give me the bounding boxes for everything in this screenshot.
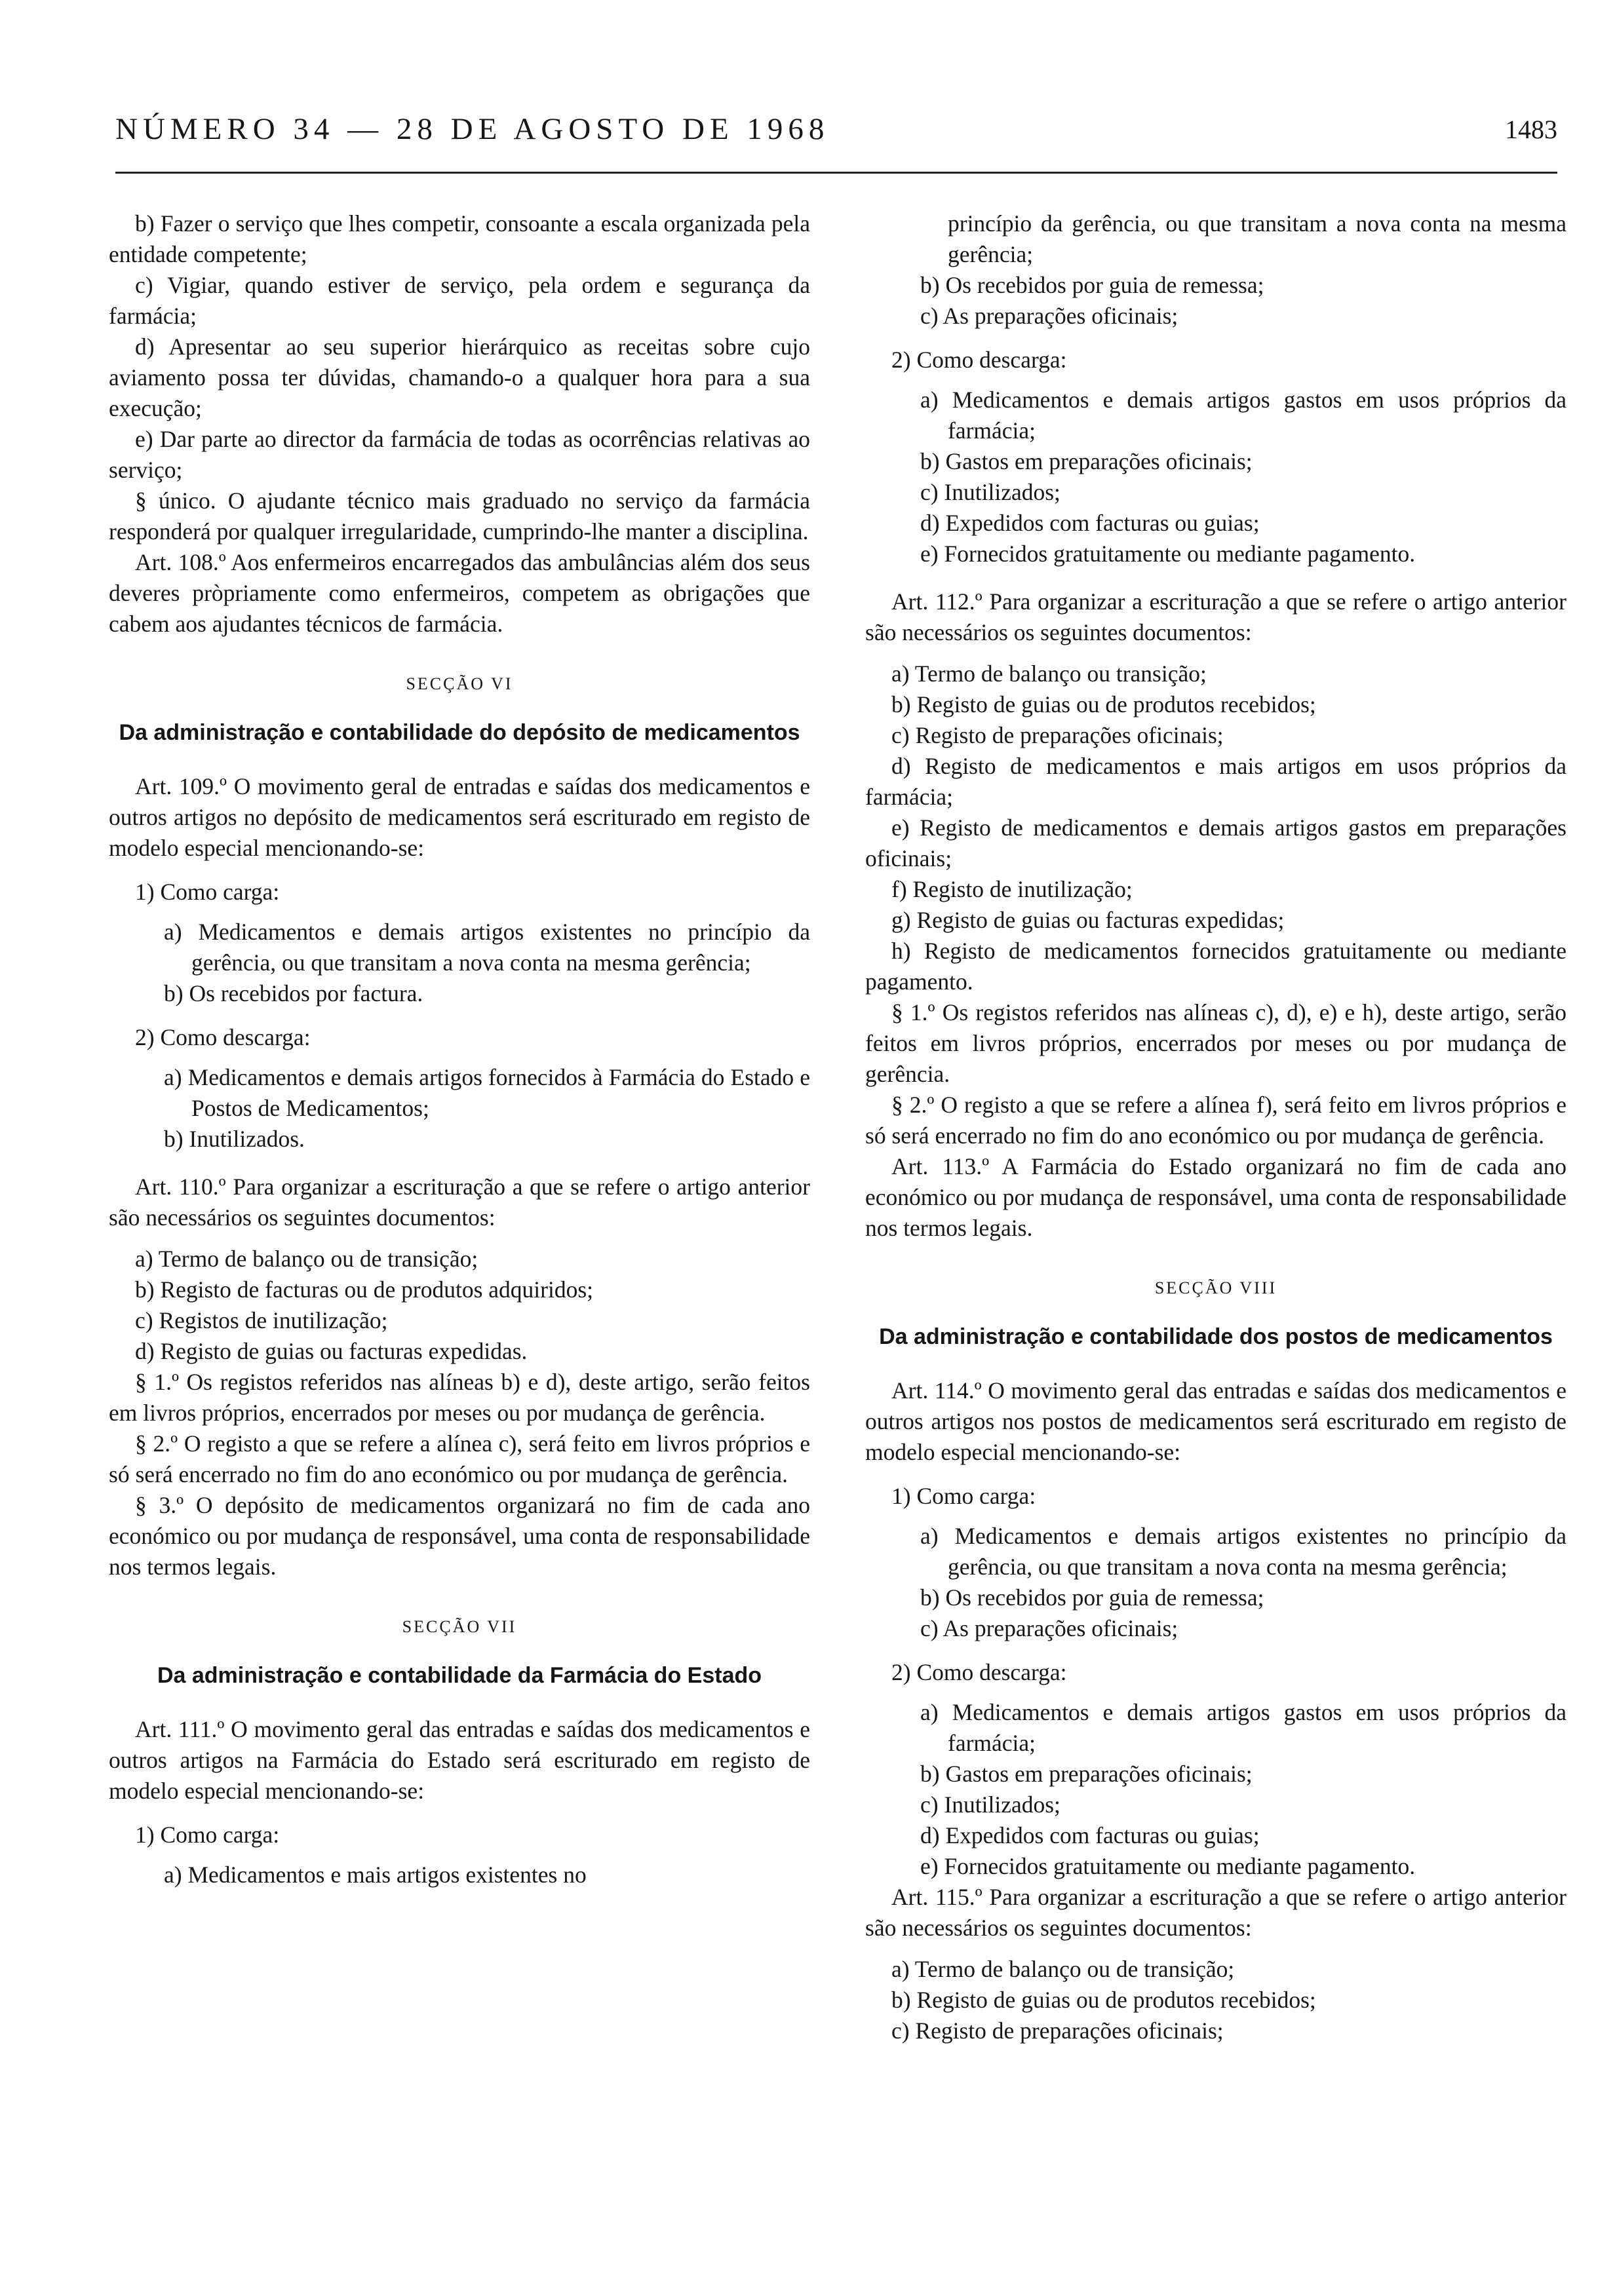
list-item: b) Os recebidos por factura. (164, 980, 423, 1006)
list-heading: 2) Como descarga: (891, 347, 1067, 373)
list-item: c) Inutilizados; (920, 1791, 1060, 1818)
list-heading: 2) Como descarga: (135, 1024, 311, 1050)
article-114: Art. 114.º O movimento geral das entradas e saídas dos medicamentos e outros artigos nos postos de medicamentos será escriturado em registo de modelo especial mencionando-se: (865, 1377, 1566, 1465)
article-110: Art. 110.º Para organizar a escrituração a que se refere o artigo anterior são necessários os seguintes documentos: (109, 1174, 810, 1231)
list-item: b) Os recebidos por guia de remessa; (920, 1584, 1264, 1611)
section-title: Da administração e contabilidade dos postos de medicamentos (879, 1324, 1553, 1349)
list-heading: 1) Como carga: (135, 1822, 280, 1848)
list-item: d) Registo de medicamentos e mais artigos em usos próprios da farmácia; (865, 753, 1566, 810)
list-item: a) Medicamentos e demais artigos existentes no princípio da gerência, ou que transitam a nova conta na mesma gerência; (164, 919, 810, 976)
page-number: 1483 (1505, 115, 1557, 144)
article-111: Art. 111.º O movimento geral das entradas e saídas dos medicamentos e outros artigos na Farmácia do Estado será escriturado em registo de modelo especial mencionando-se: (109, 1716, 810, 1804)
paragraph: § 1.º Os registos referidos nas alíneas c), d), e) e h), deste artigo, serão feitos em livros próprios, encerrados por meses ou por mudança de gerência. (865, 999, 1566, 1087)
list-item: b) Registo de guias ou de produtos recebidos; (891, 1987, 1316, 2013)
list-item: a) Medicamentos e demais artigos existentes no princípio da gerência, ou que transitam a nova conta na mesma gerência; (920, 1523, 1566, 1580)
section-heading: SECÇÃO VIII (1154, 1278, 1277, 1297)
header-rule (115, 172, 1557, 174)
list-item: d) Expedidos com facturas ou guias; (920, 1822, 1260, 1848)
section-title: Da administração e contabilidade do depósito de medicamentos (119, 720, 800, 745)
list-item: a) Termo de balanço ou de transição; (135, 1246, 478, 1272)
list-item: b) Registo de facturas ou de produtos adquiridos; (135, 1276, 594, 1303)
list-item: f) Registo de inutilização; (891, 876, 1133, 902)
paragraph: § 2.º O registo a que se refere a alínea c), será feito em livros próprios e só será encerrado no fim do ano económico ou por mudança de gerência. (109, 1430, 810, 1487)
list-item: c) Registo de preparações oficinais; (891, 722, 1224, 748)
list-item: b) Os recebidos por guia de remessa; (920, 272, 1264, 298)
paragraph: b) Fazer o serviço que lhes competir, consoante a escala organizada pela entidade competente; (109, 210, 810, 267)
list-item: a) Termo de balanço ou de transição; (891, 1956, 1235, 1982)
list-heading: 1) Como carga: (135, 879, 280, 905)
list-item: a) Medicamentos e demais artigos gastos em usos próprios da farmácia; (920, 1699, 1566, 1756)
article-109: Art. 109.º O movimento geral de entradas e saídas dos medicamentos e outros artigos no depósito de medicamentos será escriturado em registo de modelo especial mencionando-se: (109, 773, 810, 861)
list-item: c) Inutilizados; (920, 479, 1060, 505)
list-item: b) Gastos em preparações oficinais; (920, 1761, 1253, 1787)
list-item: b) Registo de guias ou de produtos recebidos; (891, 691, 1316, 718)
list-item-continued: princípio da gerência, ou que transitam a nova conta na mesma gerência; (948, 210, 1566, 267)
list-item: c) Registo de preparações oficinais; (891, 2018, 1224, 2044)
page-header (115, 111, 1557, 157)
section-heading: SECÇÃO VI (406, 674, 513, 693)
list-item: e) Fornecidos gratuitamente ou mediante pagamento. (920, 1853, 1416, 1879)
article-115: Art. 115.º Para organizar a escrituração a que se refere o artigo anterior são necessários os seguintes documentos: (865, 1884, 1566, 1941)
list-heading: 1) Como carga: (891, 1483, 1036, 1509)
list-item: a) Termo de balanço ou transição; (891, 660, 1207, 687)
right-column (865, 208, 1566, 2046)
list-item: a) Medicamentos e mais artigos existentes no (164, 1862, 587, 1888)
paragraph: e) Dar parte ao director da farmácia de todas as ocorrências relativas ao serviço; (109, 426, 810, 483)
paragraph: d) Apresentar ao seu superior hierárquico as receitas sobre cujo aviamento possa ter dúvidas, chamando-o a qualquer hora para a sua execução; (109, 334, 810, 421)
list-item: b) Gastos em preparações oficinais; (920, 448, 1253, 474)
article-112: Art. 112.º Para organizar a escrituração a que se refere o artigo anterior são necessários os seguintes documentos: (865, 588, 1566, 645)
list-item: a) Medicamentos e demais artigos gastos em usos próprios da farmácia; (920, 387, 1566, 444)
list-item: c) As preparações oficinais; (920, 1615, 1178, 1641)
left-column (109, 208, 810, 1890)
article-113: Art. 113.º A Farmácia do Estado organizará no fim de cada ano económico ou por mudança de responsável, uma conta de responsabilidade nos termos legais. (865, 1153, 1566, 1241)
paragraph: § único. O ajudante técnico mais graduado no serviço da farmácia responderá por qualquer irregularidade, cumprindo-lhe manter a disciplina. (109, 488, 810, 545)
paragraph: § 3.º O depósito de medicamentos organizará no fim de cada ano económico ou por mudança de responsável, uma conta de responsabilidade nos termos legais. (109, 1492, 810, 1580)
section-heading: SECÇÃO VII (402, 1617, 517, 1636)
article-108: Art. 108.º Aos enfermeiros encarregados das ambulâncias além dos seus deveres pròpriamente como enfermeiros, competem as obrigações que cabem aos ajudantes técnicos de farmácia. (109, 549, 810, 637)
paragraph: § 1.º Os registos referidos nas alíneas b) e d), deste artigo, serão feitos em livros próprios, encerrados por meses ou por mudança de gerência. (109, 1369, 810, 1426)
list-item: d) Registo de guias ou facturas expedidas. (135, 1338, 528, 1364)
list-item: b) Inutilizados. (164, 1126, 305, 1152)
list-item: e) Fornecidos gratuitamente ou mediante pagamento. (920, 541, 1416, 567)
running-title: NÚMERO 34 — 28 DE AGOSTO DE 1968 (115, 112, 830, 146)
list-item: d) Expedidos com facturas ou guias; (920, 510, 1260, 536)
list-item: c) As preparações oficinais; (920, 303, 1178, 329)
list-item: h) Registo de medicamentos fornecidos gratuitamente ou mediante pagamento. (865, 938, 1566, 995)
list-item: e) Registo de medicamentos e demais artigos gastos em preparações oficinais; (865, 814, 1566, 871)
list-heading: 2) Como descarga: (891, 1659, 1067, 1685)
list-item: c) Registos de inutilização; (135, 1307, 388, 1333)
list-item: g) Registo de guias ou facturas expedidas; (891, 907, 1285, 933)
section-title: Da administração e contabilidade da Farmácia do Estado (157, 1663, 762, 1688)
list-item: a) Medicamentos e demais artigos fornecidos à Farmácia do Estado e Postos de Medicamentos; (164, 1064, 810, 1121)
paragraph: § 2.º O registo a que se refere a alínea f), será feito em livros próprios e só será encerrado no fim do ano económico ou por mudança de gerência. (865, 1092, 1566, 1149)
paragraph: c) Vigiar, quando estiver de serviço, pela ordem e segurança da farmácia; (109, 272, 810, 329)
